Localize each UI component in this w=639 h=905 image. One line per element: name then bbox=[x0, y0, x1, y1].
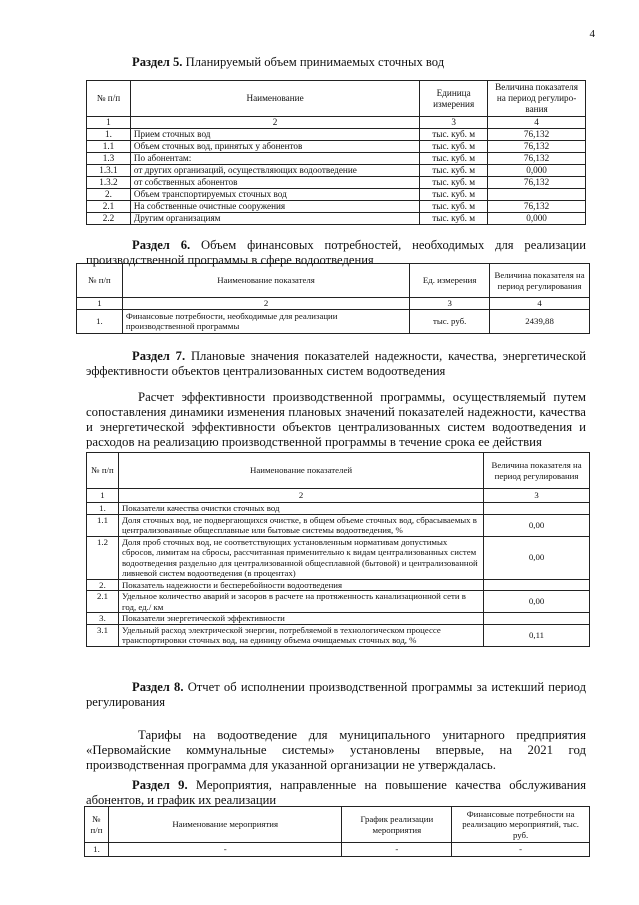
s5-unit-cell: тыс. куб. м bbox=[420, 201, 488, 213]
s5-num-cell: 1.1 bbox=[87, 141, 131, 153]
s9-header-num: № п/п bbox=[85, 807, 109, 843]
section6-title-text: Объем финансовых потребностей, необходимых для реализации производственной программы в сфере водоотведения bbox=[86, 238, 586, 267]
s7-value-cell: 0,00 bbox=[484, 536, 590, 579]
section9-title-bold: Раздел 9. bbox=[132, 778, 188, 792]
s7-index-cell: 2 bbox=[118, 489, 483, 503]
s5-header-value: Величина показателя на период регулиро-вания bbox=[488, 81, 586, 117]
table-row bbox=[87, 503, 590, 515]
s7-name-cell: Показатели энергетической эффективности bbox=[118, 613, 483, 625]
s5-num-cell: 1.3.2 bbox=[87, 177, 131, 189]
table-row bbox=[87, 177, 586, 189]
s7-num-cell: 1.1 bbox=[87, 514, 119, 536]
s5-unit-cell: тыс. куб. м bbox=[420, 189, 488, 201]
section5-table bbox=[86, 80, 586, 225]
s6-header-value: Величина показателя на период регулирования bbox=[490, 264, 590, 298]
table-row bbox=[87, 536, 590, 579]
s7-name-cell: Доля проб сточных вод, не соответствующих установленным нормативам допустимых сбросов, лимитам на сбросы, рассчитанная применительно к видам централизованных систем водоотведения раздельно для централизованной общесплавной (бытовой) и централизованной ливневой систем водоотведения (в процентах) bbox=[118, 536, 483, 579]
s5-num-cell: 1. bbox=[87, 129, 131, 141]
s7-num-cell: 2. bbox=[87, 579, 119, 591]
s7-name-cell: Показатель надежности и бесперебойности водоотведения bbox=[118, 579, 483, 591]
s5-unit-cell: тыс. куб. м bbox=[420, 153, 488, 165]
s5-name-cell: Объем сточных вод, принятых у абонентов bbox=[130, 141, 419, 153]
section8-title bbox=[86, 680, 586, 710]
s5-header-num: № п/п bbox=[87, 81, 131, 117]
s9-header-schedule: График реализации мероприятия bbox=[342, 807, 452, 843]
table-row bbox=[87, 153, 586, 165]
s5-unit-cell: тыс. куб. м bbox=[420, 141, 488, 153]
s5-value-cell: 76,132 bbox=[488, 141, 586, 153]
s5-value-cell: 76,132 bbox=[488, 177, 586, 189]
s5-value-cell: 76,132 bbox=[488, 129, 586, 141]
section9-title bbox=[86, 778, 586, 808]
section7-paragraph: Расчет эффективности производственной программы, осуществляемый путем сопоставления динамики изменения плановых значений показателей надежности, качества и энергетической эффективности объектов централизованных систем водоотведения и расходов на реализацию производственной программы в течение срока ее действия bbox=[86, 390, 586, 449]
s5-unit-cell: тыс. куб. м bbox=[420, 129, 488, 141]
s6-index-cell: 3 bbox=[410, 298, 490, 310]
table-row bbox=[87, 129, 586, 141]
s7-index-cell: 3 bbox=[484, 489, 590, 503]
s6-index-cell: 2 bbox=[122, 298, 409, 310]
section5-title-text: Планируемый объем принимаемых сточных вод bbox=[182, 55, 445, 69]
s5-num-cell: 2. bbox=[87, 189, 131, 201]
section9-title-text: Мероприятия, направленные на повышение качества обслуживания абонентов, и график их реализации bbox=[86, 778, 587, 807]
table-row bbox=[87, 624, 590, 646]
s5-name-cell: от собственных абонентов bbox=[130, 177, 419, 189]
page-number: 4 bbox=[589, 28, 595, 40]
s9-finance-cell: - bbox=[452, 843, 590, 857]
s7-value-cell: 0,11 bbox=[484, 624, 590, 646]
s7-name-cell: Удельный расход электрической энергии, потребляемой в технологическом процессе транспортировки сточных вод, на единицу объема очищаемых сточных вод, % bbox=[118, 624, 483, 646]
s7-value-cell bbox=[484, 613, 590, 625]
section6-title-bold: Раздел 6. bbox=[132, 238, 191, 252]
s5-unit-cell: тыс. куб. м bbox=[420, 177, 488, 189]
section8-title-text: Отчет об исполнении производственной программы за истекший период регулирования bbox=[86, 680, 586, 709]
table-row bbox=[87, 201, 586, 213]
s5-name-cell: Объем транспортируемых сточных вод bbox=[130, 189, 419, 201]
s5-value-cell bbox=[488, 189, 586, 201]
table-row bbox=[87, 165, 586, 177]
section5-title-bold: Раздел 5. bbox=[132, 55, 183, 69]
s7-name-cell: Доля сточных вод, не подвергающихся очистке, в общем объеме сточных вод, сбрасываемых в централизованные общесплавные или бытовые системы водоотведения, % bbox=[118, 514, 483, 536]
s5-num-cell: 1.3.1 bbox=[87, 165, 131, 177]
s7-num-cell: 3.1 bbox=[87, 624, 119, 646]
s6-header-num: № п/п bbox=[77, 264, 123, 298]
s7-header-num: № п/п bbox=[87, 453, 119, 489]
s5-index-cell: 3 bbox=[420, 117, 488, 129]
s7-num-cell: 1. bbox=[87, 503, 119, 515]
s5-index-cell: 2 bbox=[130, 117, 419, 129]
s9-num-cell: 1. bbox=[85, 843, 109, 857]
s5-num-cell: 2.1 bbox=[87, 201, 131, 213]
s5-value-cell: 0,000 bbox=[488, 213, 586, 225]
table-row bbox=[87, 141, 586, 153]
s5-unit-cell: тыс. куб. м bbox=[420, 213, 488, 225]
s9-schedule-cell: - bbox=[342, 843, 452, 857]
s5-index-cell: 1 bbox=[87, 117, 131, 129]
table-row bbox=[87, 189, 586, 201]
s9-header-finance: Финансовые потребности на реализацию мероприятий, тыс. руб. bbox=[452, 807, 590, 843]
s6-header-unit: Ед. измерения bbox=[410, 264, 490, 298]
section7-title bbox=[86, 349, 586, 379]
table-row bbox=[87, 213, 586, 225]
s7-name-cell: Удельное количество аварий и засоров в расчете на протяженность канализационной сети в год, ед./ км bbox=[118, 591, 483, 613]
s5-num-cell: 1.3 bbox=[87, 153, 131, 165]
s5-num-cell: 2.2 bbox=[87, 213, 131, 225]
s7-num-cell: 3. bbox=[87, 613, 119, 625]
section7-title-bold: Раздел 7. bbox=[132, 349, 186, 363]
s5-name-cell: Другим организациям bbox=[130, 213, 419, 225]
s5-header-name: Наименование bbox=[130, 81, 419, 117]
section7-table bbox=[86, 452, 590, 647]
section9-table bbox=[84, 806, 590, 857]
table-row bbox=[87, 514, 590, 536]
s5-name-cell: Прием сточных вод bbox=[130, 129, 419, 141]
s7-index-cell: 1 bbox=[87, 489, 119, 503]
s5-name-cell: от других организаций, осуществляющих водоотведение bbox=[130, 165, 419, 177]
section5-title bbox=[132, 55, 592, 70]
section7-title-text: Плановые значения показателей надежности, качества, энергетической эффективности объектов централизованных систем водоотведения bbox=[86, 349, 586, 378]
s7-header-value: Величина показателя на период регулирования bbox=[484, 453, 590, 489]
s5-value-cell: 76,132 bbox=[488, 153, 586, 165]
section8-paragraph: Тарифы на водоотведение для муниципального унитарного предприятия «Первомайские коммунальные системы» установлены впервые, на 2021 год производственная программа для указанной организации не утверждалась. bbox=[86, 728, 586, 772]
s7-value-cell: 0,00 bbox=[484, 514, 590, 536]
s7-header-name: Наименование показателей bbox=[118, 453, 483, 489]
s7-num-cell: 1.2 bbox=[87, 536, 119, 579]
s7-value-cell: 0,00 bbox=[484, 591, 590, 613]
s6-unit-cell: тыс. руб. bbox=[410, 309, 490, 333]
s6-index-cell: 1 bbox=[77, 298, 123, 310]
s6-value-cell: 2439,88 bbox=[490, 309, 590, 333]
s6-header-name: Наименование показателя bbox=[122, 264, 409, 298]
s9-name-cell: - bbox=[108, 843, 341, 857]
s5-header-unit: Единица измерения bbox=[420, 81, 488, 117]
s7-name-cell: Показатели качества очистки сточных вод bbox=[118, 503, 483, 515]
s5-name-cell: На собственные очистные сооружения bbox=[130, 201, 419, 213]
s7-value-cell bbox=[484, 503, 590, 515]
s6-num-cell: 1. bbox=[77, 309, 123, 333]
s9-header-name: Наименование мероприятия bbox=[108, 807, 341, 843]
table-row bbox=[87, 579, 590, 591]
table-row bbox=[87, 591, 590, 613]
table-row bbox=[85, 843, 590, 857]
s7-value-cell bbox=[484, 579, 590, 591]
s5-name-cell: По абонентам: bbox=[130, 153, 419, 165]
s6-name-cell: Финансовые потребности, необходимые для реализации производственной программы bbox=[122, 309, 409, 333]
s5-value-cell: 0,000 bbox=[488, 165, 586, 177]
table-row bbox=[87, 613, 590, 625]
section8-title-bold: Раздел 8. bbox=[132, 680, 184, 694]
s5-unit-cell: тыс. куб. м bbox=[420, 165, 488, 177]
s7-num-cell: 2.1 bbox=[87, 591, 119, 613]
section6-table bbox=[76, 263, 590, 334]
s5-index-cell: 4 bbox=[488, 117, 586, 129]
s5-value-cell: 76,132 bbox=[488, 201, 586, 213]
table-row bbox=[77, 309, 590, 333]
s6-index-cell: 4 bbox=[490, 298, 590, 310]
